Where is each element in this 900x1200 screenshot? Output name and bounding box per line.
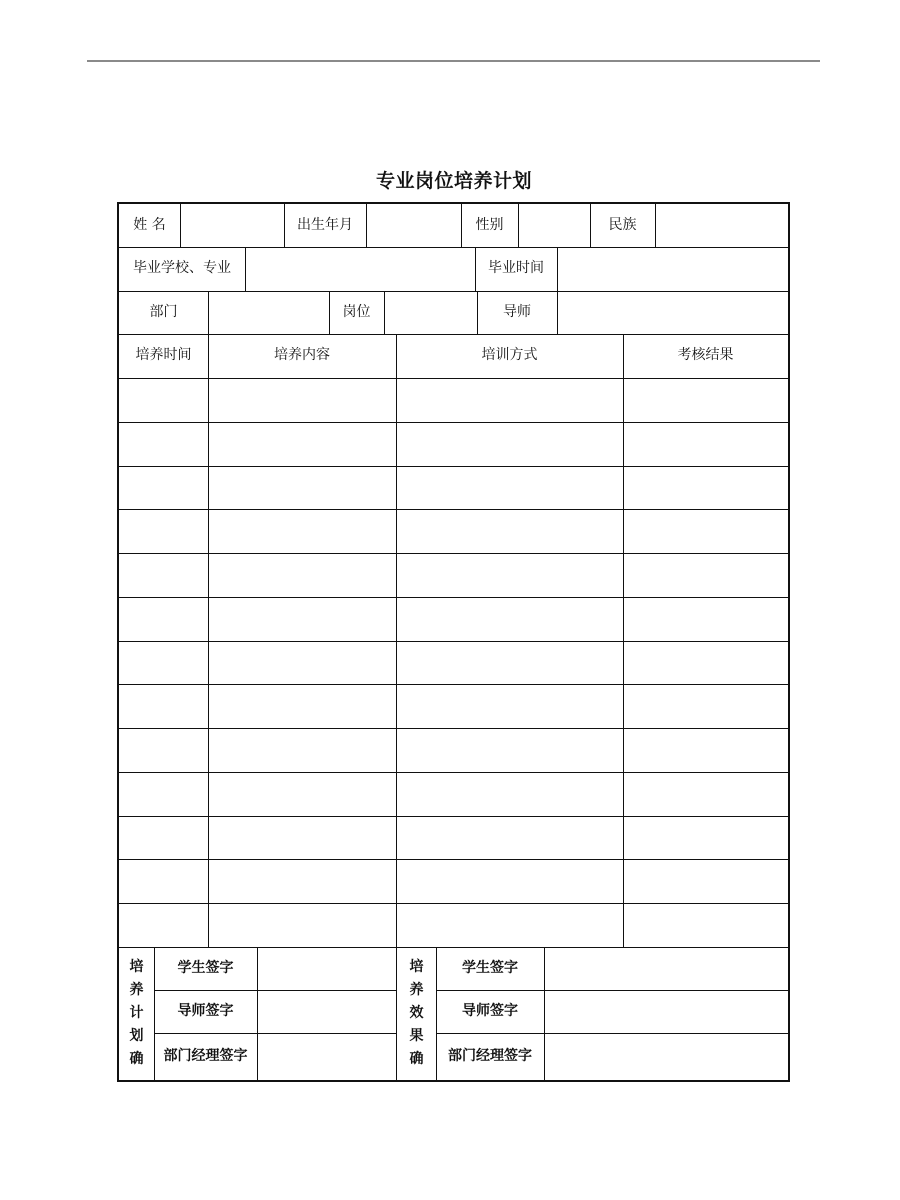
position-label: 岗位 xyxy=(342,303,371,320)
row-content-cell[interactable] xyxy=(208,903,396,947)
col-header-result: 考核结果 xyxy=(677,347,734,364)
grid-line xyxy=(119,378,788,379)
grid-line xyxy=(284,204,285,247)
effect-confirm-label xyxy=(397,947,436,1080)
effect-mentor-sign-field[interactable] xyxy=(544,990,788,1033)
row-method-cell[interactable] xyxy=(396,553,623,597)
grid-line xyxy=(119,641,788,642)
grid-line xyxy=(475,247,476,291)
row-time-cell[interactable] xyxy=(119,903,208,947)
grid-line xyxy=(590,204,591,247)
row-method-cell[interactable] xyxy=(396,859,623,903)
row-time-cell[interactable] xyxy=(119,684,208,728)
grid-line xyxy=(119,247,788,248)
plan-confirm-label xyxy=(119,947,154,1080)
row-method-cell[interactable] xyxy=(396,772,623,816)
effect-manager-sign-field[interactable] xyxy=(544,1033,788,1080)
row-result-cell[interactable] xyxy=(623,466,788,510)
grid-line xyxy=(119,291,788,292)
grid-line xyxy=(329,291,330,334)
row-time-cell[interactable] xyxy=(119,772,208,816)
plan-manager-sign-field[interactable] xyxy=(257,1033,396,1080)
vertical-char: 果 xyxy=(409,1028,424,1044)
row-method-cell[interactable] xyxy=(396,641,623,685)
training-plan-form xyxy=(117,202,790,1082)
vertical-char: 培 xyxy=(409,959,424,975)
vertical-char: 养 xyxy=(409,982,424,998)
grid-line xyxy=(119,859,788,860)
grid-line xyxy=(477,291,478,334)
row-result-cell[interactable] xyxy=(623,553,788,597)
row-content-cell[interactable] xyxy=(208,772,396,816)
row-method-cell[interactable] xyxy=(396,728,623,772)
effect-student-sign-field[interactable] xyxy=(544,947,788,990)
mentor-field[interactable] xyxy=(557,291,788,334)
header-rule xyxy=(87,60,820,62)
row-content-cell[interactable] xyxy=(208,597,396,641)
grid-line xyxy=(154,1033,396,1034)
grid-line xyxy=(655,204,656,247)
grid-line xyxy=(396,334,397,947)
row-result-cell[interactable] xyxy=(623,903,788,947)
row-result-cell[interactable] xyxy=(623,509,788,553)
grid-line xyxy=(180,204,181,247)
name-label: 姓 名 xyxy=(133,216,166,233)
grid-line xyxy=(119,772,788,773)
row-method-cell[interactable] xyxy=(396,597,623,641)
dept-field[interactable] xyxy=(208,291,329,334)
grid-line xyxy=(119,816,788,817)
grid-line xyxy=(366,204,367,247)
row-time-cell[interactable] xyxy=(119,422,208,466)
grid-line xyxy=(119,466,788,467)
grid-line xyxy=(518,204,519,247)
row-result-cell[interactable] xyxy=(623,684,788,728)
row-time-cell[interactable] xyxy=(119,859,208,903)
row-content-cell[interactable] xyxy=(208,422,396,466)
grid-line xyxy=(384,291,385,334)
row-time-cell[interactable] xyxy=(119,816,208,860)
grid-line xyxy=(557,247,558,291)
row-method-cell[interactable] xyxy=(396,816,623,860)
school-major-field[interactable] xyxy=(245,247,475,291)
grid-line xyxy=(119,553,788,554)
row-result-cell[interactable] xyxy=(623,859,788,903)
grid-line xyxy=(544,947,545,1080)
row-content-cell[interactable] xyxy=(208,816,396,860)
grid-line xyxy=(119,903,788,904)
row-time-cell[interactable] xyxy=(119,509,208,553)
row-time-cell[interactable] xyxy=(119,597,208,641)
plan-student-sign-label: 学生签字 xyxy=(177,959,234,976)
row-method-cell[interactable] xyxy=(396,903,623,947)
effect-student-sign-label: 学生签字 xyxy=(462,959,518,976)
plan-mentor-sign-field[interactable] xyxy=(257,990,396,1033)
row-content-cell[interactable] xyxy=(208,466,396,510)
grid-line xyxy=(461,204,462,247)
col-header-time: 培养时间 xyxy=(135,347,192,364)
col-header-content: 培养内容 xyxy=(274,347,330,364)
grid-line xyxy=(623,334,624,947)
page-title: 专业岗位培养计划 xyxy=(375,170,532,192)
grid-line xyxy=(436,1033,788,1034)
row-method-cell[interactable] xyxy=(396,509,623,553)
row-content-cell[interactable] xyxy=(208,553,396,597)
school-major-label: 毕业学校、专业 xyxy=(133,260,231,277)
name-field[interactable] xyxy=(180,204,284,247)
vertical-char: 确 xyxy=(129,1051,144,1067)
gender-label: 性别 xyxy=(475,216,504,233)
row-method-cell[interactable] xyxy=(396,684,623,728)
row-result-cell[interactable] xyxy=(623,772,788,816)
birth-field[interactable] xyxy=(366,204,461,247)
grid-line xyxy=(119,422,788,423)
plan-student-sign-field[interactable] xyxy=(257,947,396,990)
row-result-cell[interactable] xyxy=(623,728,788,772)
effect-manager-sign-label: 部门经理签字 xyxy=(448,1047,532,1064)
grid-line xyxy=(208,291,209,334)
row-content-cell[interactable] xyxy=(208,684,396,728)
row-result-cell[interactable] xyxy=(623,597,788,641)
plan-manager-sign-label: 部门经理签字 xyxy=(163,1047,248,1064)
dept-label: 部门 xyxy=(149,303,178,320)
row-result-cell[interactable] xyxy=(623,816,788,860)
row-content-cell[interactable] xyxy=(208,728,396,772)
row-method-cell[interactable] xyxy=(396,466,623,510)
grid-line xyxy=(245,247,246,291)
birth-label: 出生年月 xyxy=(297,216,353,233)
effect-mentor-sign-label: 导师签字 xyxy=(462,1002,518,1019)
position-field[interactable] xyxy=(384,291,477,334)
gender-field[interactable] xyxy=(518,204,590,247)
row-result-cell[interactable] xyxy=(623,641,788,685)
grid-line xyxy=(119,509,788,510)
grid-line xyxy=(557,291,558,334)
row-result-cell[interactable] xyxy=(623,422,788,466)
vertical-char: 培 xyxy=(129,959,144,975)
grid-line xyxy=(119,597,788,598)
row-content-cell[interactable] xyxy=(208,509,396,553)
grid-line xyxy=(208,334,209,947)
vertical-char: 计 xyxy=(129,1005,144,1021)
row-method-cell[interactable] xyxy=(396,378,623,422)
grid-line xyxy=(119,728,788,729)
ethnicity-field[interactable] xyxy=(655,204,788,247)
row-content-cell[interactable] xyxy=(208,378,396,422)
row-time-cell[interactable] xyxy=(119,641,208,685)
row-time-cell[interactable] xyxy=(119,466,208,510)
row-content-cell[interactable] xyxy=(208,859,396,903)
plan-mentor-sign-label: 导师签字 xyxy=(177,1002,234,1019)
row-time-cell[interactable] xyxy=(119,728,208,772)
vertical-char: 养 xyxy=(129,982,144,998)
grid-line xyxy=(119,684,788,685)
row-result-cell[interactable] xyxy=(623,378,788,422)
grad-time-field[interactable] xyxy=(557,247,788,291)
grid-line xyxy=(257,947,258,1080)
grid-line xyxy=(436,990,788,991)
row-time-cell[interactable] xyxy=(119,378,208,422)
row-content-cell[interactable] xyxy=(208,641,396,685)
vertical-char: 效 xyxy=(409,1005,424,1021)
ethnicity-label: 民族 xyxy=(608,216,637,233)
grad-time-label: 毕业时间 xyxy=(488,260,544,277)
col-header-method: 培训方式 xyxy=(481,347,538,364)
grid-line xyxy=(119,334,788,335)
vertical-char: 划 xyxy=(129,1028,144,1044)
row-time-cell[interactable] xyxy=(119,553,208,597)
grid-line xyxy=(154,990,396,991)
mentor-label: 导师 xyxy=(503,303,531,320)
vertical-char: 确 xyxy=(409,1051,424,1067)
row-method-cell[interactable] xyxy=(396,422,623,466)
